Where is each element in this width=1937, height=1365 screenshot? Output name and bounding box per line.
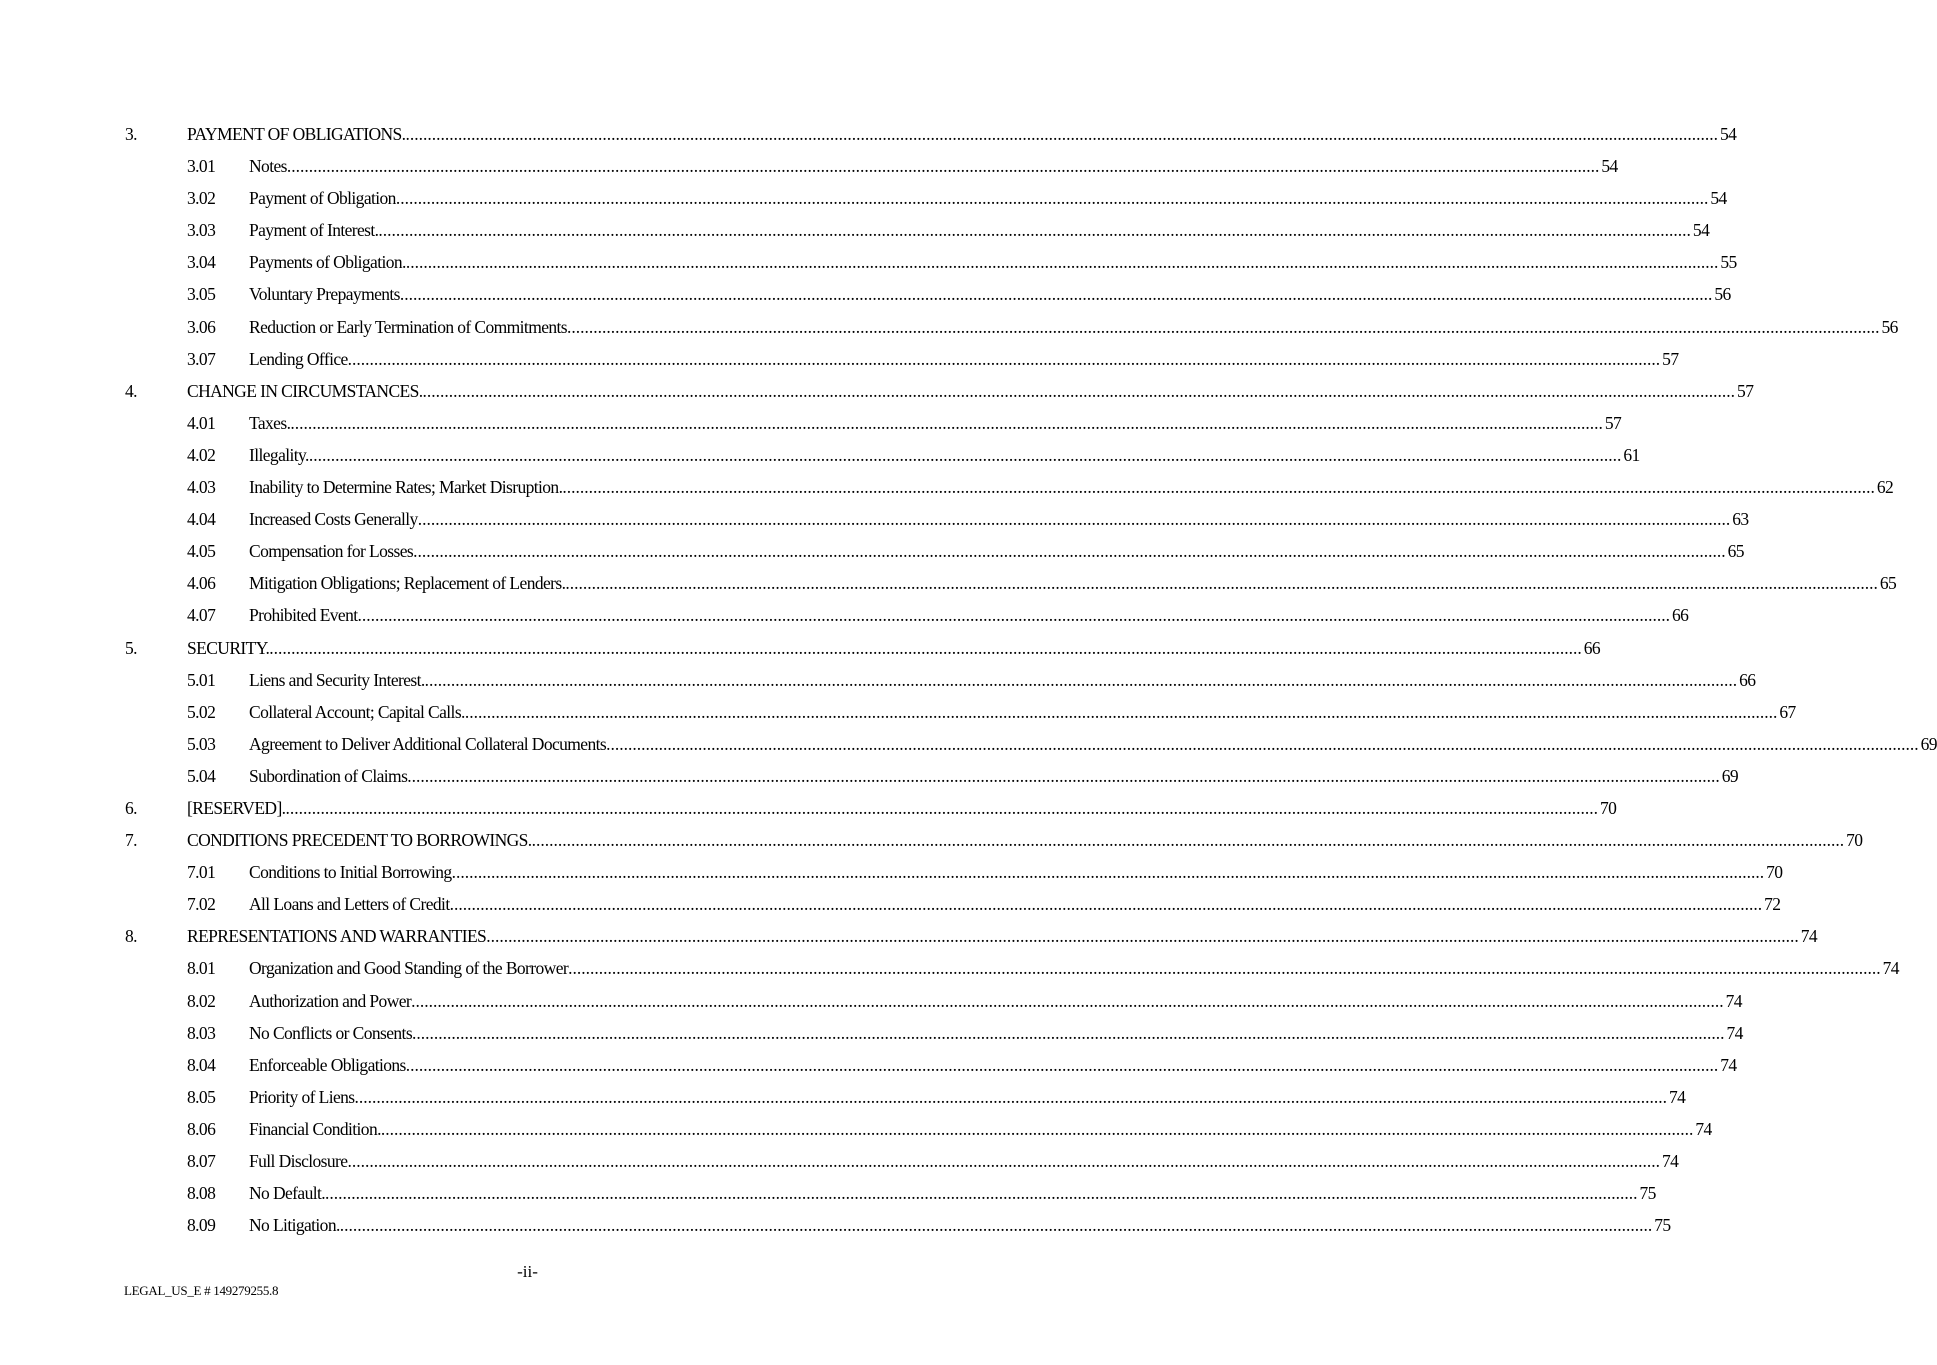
toc-entry-line [249,444,1640,466]
dot-leader: ............................................................................................................................................................................................................................................................................................................ [411,990,1724,1011]
toc-subsection-entry[interactable] [0,152,1618,184]
toc-entry-line [249,477,1894,498]
toc-entry-page: 72 [1764,894,1781,915]
toc-entry-number: 5. [125,637,137,658]
toc-entry-number: 3.04 [187,252,216,273]
dot-leader: ............................................................................................................................................................................................................................................................................................................ [308,444,1622,465]
toc-entry-number: 8.05 [187,1086,216,1107]
toc-entry-line [249,605,1689,626]
toc-entry-page: 69 [1721,765,1739,786]
toc-entry-title: Priority of Liens [249,1086,355,1107]
toc-entry-number: 4.05 [187,541,216,562]
dot-leader: ............................................................................................................................................................................................................................................................................................................ [413,541,1726,562]
toc-entry-title: Payment of Interest. [249,220,379,241]
toc-entry-number: 3. [125,124,137,144]
toc-entry-number: 3.06 [187,316,216,337]
toc-entry-title: Mitigation Obligations; Replacement of Lenders. [249,573,566,594]
toc-entry-page: 69 [1920,733,1937,754]
toc-entry-page: 66 [1583,637,1601,658]
toc-entry-page: 57 [1662,348,1679,369]
toc-entry-line [249,1151,1679,1172]
toc-entry-page: 74 [1725,990,1742,1011]
toc-entry-line [249,573,1897,594]
toc-entry-page: 75 [1654,1215,1671,1236]
toc-subsection-entry[interactable] [0,1179,1656,1211]
toc-subsection-entry[interactable] [0,858,1783,890]
toc-entry-title: Compensation for Losses [249,541,414,562]
toc-entry-title: Illegality. [249,444,309,465]
toc-subsection-entry[interactable] [0,1115,1712,1147]
toc-entry-number: 5.04 [187,765,216,786]
toc-entry-page: 62 [1876,477,1894,498]
dot-leader: ............................................................................................................................................................................................................................................................................................................ [417,509,1731,530]
toc-entry-title: Payment of Obligation [249,188,396,209]
toc-entry-line [249,412,1622,434]
toc-entry-title: Liens and Security Interest. [249,669,425,690]
dot-leader: ............................................................................................................................................................................................................................................................................................................ [290,412,1603,433]
toc-entry-page: 74 [1882,958,1899,979]
toc-entry-page: 74 [1800,926,1818,947]
toc-entry-line [249,220,1710,241]
toc-entry-number: 8.04 [187,1054,216,1075]
dot-leader: ............................................................................................................................................................................................................................................................................................................ [339,1215,1653,1236]
toc-entry-title: Taxes. [249,412,291,433]
toc-entry-title: Payments of Obligation. [249,252,406,273]
toc-entry-line [249,990,1742,1012]
toc-entry-page: 74 [1668,1086,1686,1107]
dot-leader: ............................................................................................................................................................................................................................................................................................................ [399,284,1713,305]
toc-entry-page: 56 [1881,316,1898,337]
toc-entry-number: 8.07 [187,1151,216,1171]
toc-subsection-entry[interactable] [0,409,1622,441]
toc-entry-line [187,830,1863,851]
dot-leader: ............................................................................................................................................................................................................................................................................................................ [378,220,1691,241]
toc-entry-number: 8.09 [187,1215,216,1236]
toc-subsection-entry[interactable] [0,473,1894,505]
toc-entry-page: 61 [1623,444,1640,465]
toc-subsection-entry[interactable] [0,1019,1743,1051]
table-of-contents [0,120,1937,1243]
toc-entry-title: Financial Condition. [249,1118,381,1139]
toc-entry-number: 8. [125,926,137,947]
dot-leader: ............................................................................................................................................................................................................................................................................................................ [347,1151,1660,1171]
toc-entry-line [249,316,1898,338]
toc-entry-title: Collateral Account; Capital Calls. [249,701,465,722]
toc-subsection-entry[interactable] [0,505,1749,537]
toc-entry-title: Inability to Determine Rates; Market Disruption. [249,477,563,498]
dot-leader: ............................................................................................................................................................................................................................................................................................................ [405,1054,1719,1075]
dot-leader: ............................................................................................................................................................................................................................................................................................................ [568,958,1881,979]
toc-entry-page: 54 [1601,156,1618,177]
toc-entry-page: 74 [1661,1151,1679,1171]
toc-entry-number: 5.02 [187,701,216,722]
toc-entry-number: 8.06 [187,1118,216,1139]
toc-entry-page: 70 [1766,862,1783,883]
toc-entry-line [249,1022,1743,1044]
toc-entry-number: 8.01 [187,958,216,979]
toc-entry-line [187,124,1737,145]
toc-subsection-entry[interactable] [0,1147,1679,1179]
toc-subsection-entry[interactable] [0,1211,1671,1243]
toc-entry-number: 8.02 [187,990,216,1011]
toc-entry-page: 74 [1695,1118,1712,1139]
toc-subsection-entry[interactable] [0,184,1727,216]
toc-entry-number: 4.03 [187,477,216,498]
dot-leader: ............................................................................................................................................................................................................................................................................................................ [486,926,1799,947]
toc-subsection-entry[interactable] [0,730,1937,762]
toc-entry-page: 70 [1599,797,1617,818]
toc-entry-title: Voluntary Prepayments [249,284,400,305]
toc-entry-number: 8.08 [187,1183,216,1204]
toc-section-entry[interactable] [0,794,1617,826]
toc-entry-title: SECURITY. [187,637,270,658]
dot-leader: ............................................................................................................................................................................................................................................................................................................ [354,1086,1667,1107]
toc-entry-page: 54 [1710,188,1727,209]
toc-entry-line [187,797,1617,819]
toc-entry-title: No Default. [249,1183,326,1204]
toc-subsection-entry[interactable] [0,954,1899,986]
toc-entry-line [249,1086,1686,1108]
dot-leader: ............................................................................................................................................................................................................................................................................................................ [565,573,1878,594]
toc-entry-page: 56 [1714,284,1731,305]
dot-leader: ............................................................................................................................................................................................................................................................................................................ [395,188,1709,209]
toc-entry-number: 4.06 [187,573,216,594]
toc-entry-line [249,765,1739,787]
toc-entry-number: 3.07 [187,348,216,369]
toc-entry-number: 3.03 [187,220,216,241]
toc-entry-page: 74 [1720,1054,1737,1075]
toc-entry-line [249,894,1781,915]
dot-leader: ............................................................................................................................................................................................................................................................................................................ [451,862,1765,883]
toc-entry-page: 54 [1719,124,1737,144]
toc-entry-title: Prohibited Event [249,605,358,626]
toc-entry-line [249,1118,1712,1140]
dot-leader: ............................................................................................................................................................................................................................................................................................................ [562,477,1875,498]
toc-entry-title: Notes [249,156,287,177]
toc-entry-title: REPRESENTATIONS AND WARRANTIES [187,926,487,947]
toc-entry-number: 4.02 [187,444,216,465]
toc-entry-line [249,188,1727,209]
toc-entry-title: Subordination of Claims [249,765,408,786]
toc-entry-title: Conditions to Initial Borrowing [249,862,452,883]
toc-entry-title: No Litigation. [249,1215,340,1236]
toc-entry-number: 7.02 [187,894,216,915]
toc-subsection-entry[interactable] [0,313,1898,345]
toc-entry-number: 4.04 [187,509,216,530]
toc-entry-page: 63 [1732,509,1749,530]
toc-entry-number: 5.01 [187,669,216,690]
toc-subsection-entry[interactable] [0,601,1689,633]
toc-entry-page: 67 [1779,701,1796,722]
toc-entry-line [187,926,1818,947]
toc-entry-line [249,541,1744,562]
toc-subsection-entry[interactable] [0,569,1897,601]
toc-entry-title: Full Disclosure [249,1151,348,1171]
dot-leader: ............................................................................................................................................................................................................................................................................................................ [269,637,1582,658]
toc-entry-page: 65 [1727,541,1744,562]
toc-subsection-entry[interactable] [0,280,1731,312]
toc-entry-title: No Conflicts or Consents [249,1022,413,1043]
dot-leader: ............................................................................................................................................................................................................................................................................................................ [380,1118,1694,1139]
dot-leader: ............................................................................................................................................................................................................................................................................................................ [407,765,1720,786]
dot-leader: ............................................................................................................................................................................................................................................................................................................ [405,252,1719,273]
toc-section-entry[interactable] [0,634,1601,666]
toc-entry-line [249,1215,1671,1236]
dot-leader: ............................................................................................................................................................................................................................................................................................................ [606,733,1919,754]
dot-leader: ............................................................................................................................................................................................................................................................................................................ [325,1183,1638,1204]
toc-entry-page: 57 [1604,412,1622,433]
toc-entry-number: 4.01 [187,412,216,433]
toc-section-entry[interactable] [0,922,1818,954]
toc-entry-title: Increased Costs Generally [249,509,418,530]
dot-leader: ............................................................................................................................................................................................................................................................................................................ [424,669,1738,690]
toc-entry-title: [RESERVED]. [187,797,286,818]
toc-entry-title: Organization and Good Standing of the Borrower [249,958,569,979]
toc-entry-line [249,1183,1656,1204]
toc-entry-number: 5.03 [187,733,216,754]
toc-entry-title: CHANGE IN CIRCUMSTANCES. [187,380,423,401]
toc-subsection-entry[interactable] [0,345,1679,377]
toc-entry-line [249,509,1749,530]
page-number: -ii- [517,1262,538,1281]
toc-entry-line [249,733,1937,755]
toc-subsection-entry[interactable] [0,762,1739,794]
toc-entry-title: PAYMENT OF OBLIGATIONS. [187,124,406,144]
toc-subsection-entry[interactable] [0,248,1737,280]
toc-subsection-entry[interactable] [0,537,1744,569]
toc-subsection-entry[interactable] [0,1083,1686,1115]
dot-leader: ............................................................................................................................................................................................................................................................................................................ [285,797,1598,818]
document-id: LEGAL_US_E # 149279255.8 [124,1283,279,1298]
toc-section-entry[interactable] [0,377,1754,409]
toc-subsection-entry[interactable] [0,1051,1737,1083]
toc-entry-number: 8.03 [187,1022,216,1043]
toc-entry-number: 7.01 [187,862,216,883]
toc-entry-number: 7. [125,830,137,851]
toc-entry-line [249,669,1756,691]
toc-entry-title: CONDITIONS PRECEDENT TO BORROWINGS. [187,830,532,851]
toc-entry-page: 74 [1726,1022,1743,1043]
dot-leader: ............................................................................................................................................................................................................................................................................................................ [422,380,1736,401]
toc-entry-title: Authorization and Power [249,990,412,1011]
toc-section-entry[interactable] [0,826,1863,858]
toc-entry-number: 3.02 [187,188,216,209]
toc-entry-line [249,252,1737,273]
toc-entry-title: All Loans and Letters of Credit [249,894,450,915]
toc-entry-line [249,284,1731,305]
dot-leader: ............................................................................................................................................................................................................................................................................................................ [531,830,1845,851]
toc-entry-number: 3.01 [187,156,216,177]
toc-subsection-entry[interactable] [0,698,1796,730]
toc-entry-page: 70 [1846,830,1863,851]
toc-entry-line [187,380,1754,402]
toc-entry-line [249,862,1783,883]
toc-entry-page: 66 [1739,669,1756,690]
toc-subsection-entry[interactable] [0,666,1756,698]
dot-leader: ............................................................................................................................................................................................................................................................................................................ [357,605,1671,626]
dot-leader: ............................................................................................................................................................................................................................................................................................................ [286,156,1600,177]
toc-entry-title: Enforceable Obligations [249,1054,406,1075]
toc-entry-number: 6. [125,797,137,818]
toc-subsection-entry[interactable] [0,987,1742,1019]
toc-entry-page: 66 [1672,605,1689,626]
toc-subsection-entry[interactable] [0,890,1781,922]
toc-entry-line [249,156,1618,177]
toc-entry-page: 65 [1879,573,1897,594]
toc-entry-line [187,637,1601,659]
toc-entry-page: 55 [1720,252,1737,273]
dot-leader: ............................................................................................................................................................................................................................................................................................................ [464,701,1778,722]
toc-entry-number: 3.05 [187,284,216,305]
dot-leader: ............................................................................................................................................................................................................................................................................................................ [405,124,1718,144]
toc-entry-line [249,1054,1737,1076]
dot-leader: ............................................................................................................................................................................................................................................................................................................ [347,348,1661,369]
toc-entry-number: 4. [125,380,137,401]
dot-leader: ............................................................................................................................................................................................................................................................................................................ [412,1022,1725,1043]
toc-entry-title: Lending Office [249,348,348,369]
toc-section-entry[interactable] [0,120,1737,152]
toc-entry-page: 75 [1639,1183,1656,1204]
dot-leader: ............................................................................................................................................................................................................................................................................................................ [567,316,1880,337]
toc-entry-number: 4.07 [187,605,216,626]
dot-leader: ............................................................................................................................................................................................................................................................................................................ [449,894,1763,915]
toc-subsection-entry[interactable] [0,441,1640,473]
toc-subsection-entry[interactable] [0,216,1710,248]
toc-entry-title: Reduction or Early Termination of Commitments [249,316,567,337]
toc-entry-page: 57 [1737,380,1754,401]
toc-entry-line [249,348,1679,370]
toc-entry-page: 54 [1692,220,1710,241]
toc-entry-line [249,701,1796,723]
toc-entry-title: Agreement to Deliver Additional Collateral Documents [249,733,607,754]
toc-entry-line [249,958,1899,979]
